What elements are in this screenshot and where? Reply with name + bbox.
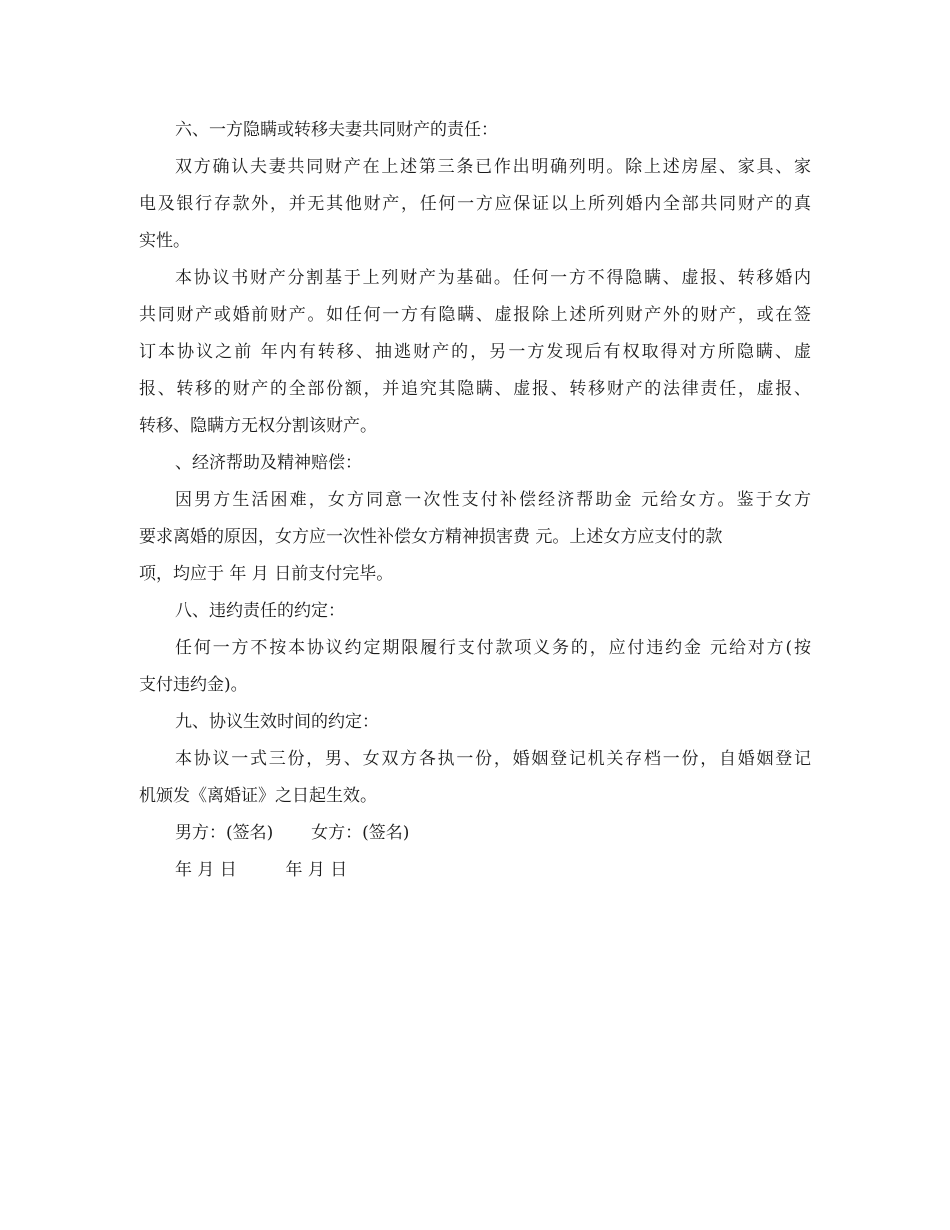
paragraph-line: 转移、隐瞒方无权分割该财产。: [139, 416, 377, 436]
section-heading: 九、协议生效时间的约定：: [175, 712, 379, 732]
paragraph-line: 实性。: [139, 231, 190, 251]
paragraph-line: 本协议一式三份，男、女双方各执一份，婚姻登记机关存档一份，自婚姻登记: [175, 749, 811, 769]
signature-date-line: 年 月 日 年 月 日: [175, 860, 348, 880]
paragraph-line: 订本协议之前 年内有转移、抽逃财产的，另一方发现后有权取得对方所隐瞒、虚: [139, 342, 811, 362]
section-heading: 六、一方隐瞒或转移夫妻共同财产的责任：: [175, 120, 498, 140]
paragraph-line: 要求离婚的原因，女方应一次性补偿女方精神损害费 元。上述女方应支付的款: [139, 527, 723, 547]
paragraph-line: 项，均应于 年 月 日前支付完毕。: [139, 564, 394, 584]
paragraph-line: 双方确认夫妻共同财产在上述第三条已作出明确列明。除上述房屋、家具、家: [175, 157, 811, 177]
paragraph-line: 报、转移的财产的全部份额，并追究其隐瞒、虚报、转移财产的法律责任，虚报、: [139, 379, 811, 399]
paragraph-line: 任何一方不按本协议约定期限履行支付款项义务的，应付违约金 元给对方(按: [175, 638, 811, 658]
paragraph-line: 本协议书财产分割基于上列财产为基础。任何一方不得隐瞒、虚报、转移婚内: [175, 268, 811, 288]
section-heading: 、经济帮助及精神赔偿：: [175, 453, 362, 473]
document-body: [139, 112, 811, 889]
paragraph-line: 机颁发《离婚证》之日起生效。: [139, 786, 377, 806]
paragraph-line: 因男方生活困难，女方同意一次性支付补偿经济帮助金 元给女方。鉴于女方: [175, 490, 811, 510]
paragraph-line: 电及银行存款外，并无其他财产，任何一方应保证以上所列婚内全部共同财产的真: [139, 194, 811, 214]
paragraph-line: 共同财产或婚前财产。如任何一方有隐瞒、虚报除上述所列财产外的财产，或在签: [139, 305, 811, 325]
signature-line: 男方：(签名) 女方：(签名): [175, 823, 410, 843]
paragraph-line: 支付违约金)。: [139, 675, 248, 695]
section-heading: 八、违约责任的约定：: [175, 601, 345, 621]
